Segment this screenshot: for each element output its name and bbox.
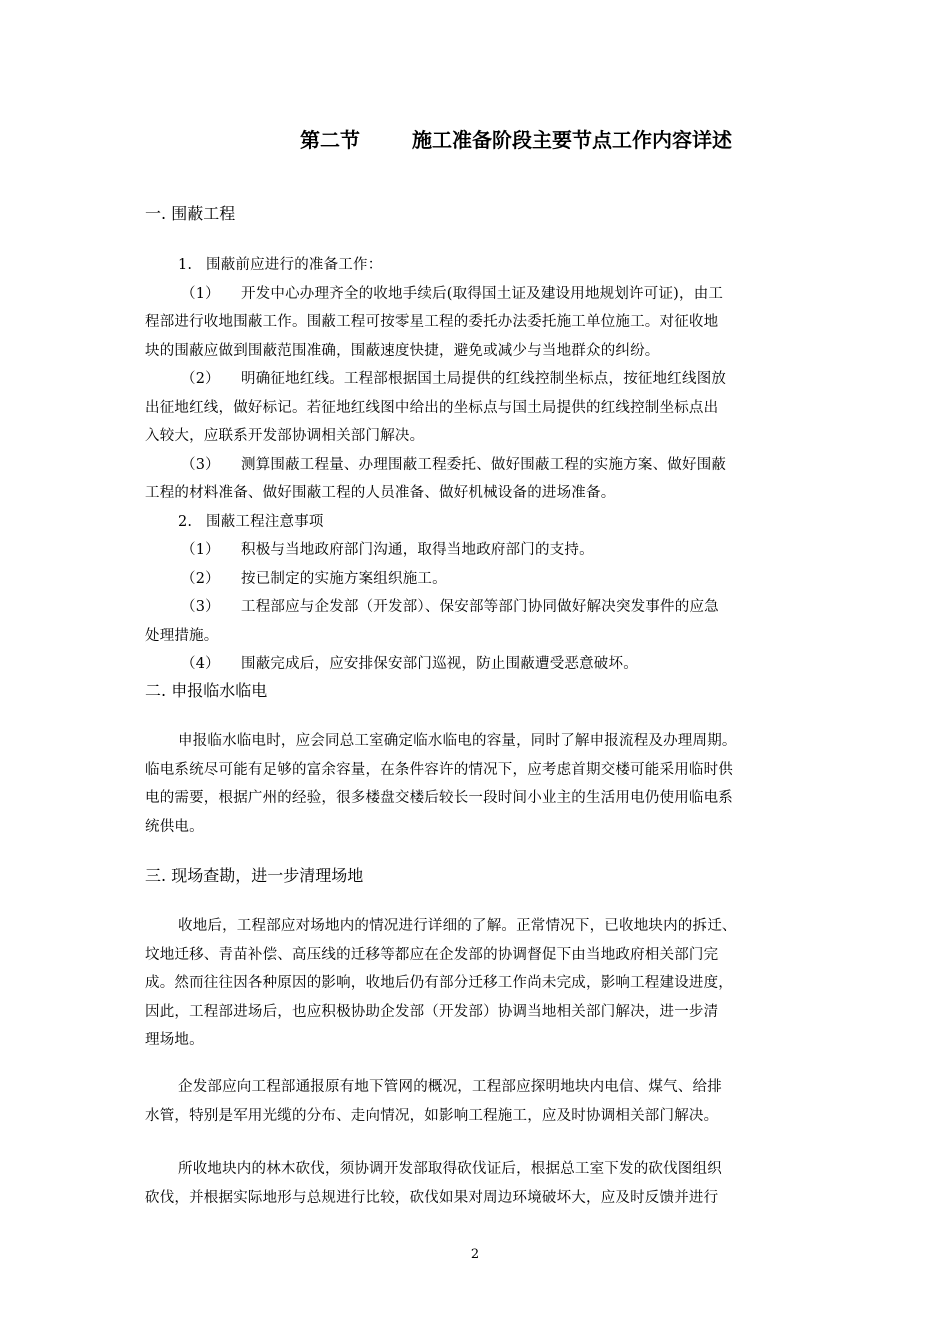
section-3-paragraph-3 xyxy=(145,1155,810,1212)
list-text: 围蔽工程注意事项 xyxy=(206,513,324,530)
paragraph-line xyxy=(145,1073,810,1102)
line-text: 围蔽完成后，应安排保安部门巡视，防止围蔽遭受恶意破坏。 xyxy=(241,656,638,672)
heading-1-text: 围蔽工程 xyxy=(171,204,236,223)
sub-number: （1） xyxy=(181,542,220,558)
heading-1-number: 一. xyxy=(145,204,167,223)
paragraph-line: 理场地。 xyxy=(145,1032,204,1048)
paragraph-line xyxy=(145,912,810,941)
paragraph-line: 统供电。 xyxy=(145,818,204,835)
paragraph-line xyxy=(145,565,810,594)
sub-number: （2） xyxy=(181,371,220,387)
paragraph-line: 因此，工程部进场后，也应积极协助企发部（开发部）协调当地相关部门解决，进一步清 xyxy=(145,1003,719,1020)
line-text: 开发中心办理齐全的收地手续后(取得国土证及建设用地规划许可证)，由工 xyxy=(241,285,724,302)
heading-3-text: 现场查勘，进一步清理场地 xyxy=(171,866,364,885)
heading-3 xyxy=(145,863,363,889)
paragraph-line: 临电系统尽可能有足够的富余容量，在条件容许的情况下，应考虑首期交楼可能采用临时供 xyxy=(145,761,733,778)
line-text: 企发部应向工程部通报原有地下管网的概况，工程部应探明地块内电信、煤气、给排 xyxy=(178,1079,722,1095)
paragraph-line xyxy=(145,365,810,394)
line-text: 所收地块内的林木砍伐，须协调开发部取得砍伐证后，根据总工室下发的砍伐图组织 xyxy=(178,1161,722,1177)
section-title-text: 施工准备阶段主要节点工作内容详述 xyxy=(412,128,732,152)
list-item-1 xyxy=(145,251,810,280)
paragraph-line: 处理措施。 xyxy=(145,627,219,644)
section-3-paragraph-1 xyxy=(145,912,810,1055)
sub-number: （3） xyxy=(181,599,220,615)
heading-2-number: 二. xyxy=(145,681,167,700)
sub-number: （1） xyxy=(181,285,220,302)
heading-2-text: 申报临水临电 xyxy=(171,681,268,700)
paragraph-line xyxy=(145,727,810,756)
paragraph-line xyxy=(145,280,810,309)
paragraph-line xyxy=(145,593,810,622)
paragraph-line xyxy=(145,650,810,679)
section-2-body xyxy=(145,727,810,841)
page-number: 2 xyxy=(470,1247,480,1262)
heading-1 xyxy=(145,201,235,227)
sub-number: （3） xyxy=(181,456,220,473)
sub-number: （2） xyxy=(181,570,220,587)
paragraph-line xyxy=(145,1155,810,1184)
list-text: 围蔽前应进行的准备工作： xyxy=(206,257,383,273)
line-text: 积极与当地政府部门沟通，取得当地政府部门的支持。 xyxy=(241,542,594,558)
paragraph-line: 块的围蔽应做到围蔽范围准确，围蔽速度快捷，避免或减少与当地群众的纠纷。 xyxy=(145,342,660,359)
paragraph-line xyxy=(145,451,810,480)
paragraph-line: 电的需要，根据广州的经验，很多楼盘交楼后较长一段时间小业主的生活用电仍使用临电系 xyxy=(145,790,733,806)
paragraph-line: 成。然而往往因各种原因的影响，收地后仍有部分迁移工作尚未完成，影响工程建设进度， xyxy=(145,975,733,991)
paragraph-line: 砍伐，并根据实际地形与总规进行比较，砍伐如果对周边环境破坏大，应及时反馈并进行 xyxy=(145,1189,719,1206)
paragraph-line: 出征地红线，做好标记。若征地红线图中给出的坐标点与国土局提供的红线控制坐标点出 xyxy=(145,399,719,416)
paragraph-line: 入较大，应联系开发部协调相关部门解决。 xyxy=(145,428,425,444)
line-text: 工程部应与企发部（开发部）、保安部等部门协同做好解决突发事件的应急 xyxy=(241,599,719,615)
paragraph-line: 水管，特别是军用光缆的分布、走向情况，如影响工程施工，应及时协调相关部门解决。 xyxy=(145,1107,719,1124)
list-number: 2. xyxy=(178,513,193,530)
line-text: 收地后，工程部应对场地内的情况进行详细的了解。正常情况下，已收地块内的拆迁、 xyxy=(178,918,737,934)
heading-2 xyxy=(145,678,267,704)
list-number: 1. xyxy=(178,257,193,273)
sub-number: （4） xyxy=(181,656,220,672)
line-text: 申报临水临电时，应会同总工室确定临水临电的容量，同时了解申报流程及办理周期。 xyxy=(178,733,737,749)
section-1-body xyxy=(145,251,810,679)
paragraph-line: 程部进行收地围蔽工作。围蔽工程可按零星工程的委托办法委托施工单位施工。对征收地 xyxy=(145,314,719,330)
line-text: 测算围蔽工程量、办理围蔽工程委托、做好围蔽工程的实施方案、做好围蔽 xyxy=(241,456,727,473)
section-3-paragraph-2 xyxy=(145,1073,810,1130)
line-text: 明确征地红线。工程部根据国土局提供的红线控制坐标点，按征地红线图放 xyxy=(241,371,727,387)
paragraph-line: 坟地迁移、青苗补偿、高压线的迁移等都应在企发部的协调督促下由当地政府相关部门完 xyxy=(145,946,719,963)
paragraph-line: 工程的材料准备、做好围蔽工程的人员准备、做好机械设备的进场准备。 xyxy=(145,485,616,501)
section-number: 第二节 xyxy=(300,128,360,152)
heading-3-number: 三. xyxy=(145,866,167,885)
line-text: 按已制定的实施方案组织施工。 xyxy=(241,570,447,587)
list-item-2 xyxy=(145,508,810,537)
paragraph-line xyxy=(145,536,810,565)
